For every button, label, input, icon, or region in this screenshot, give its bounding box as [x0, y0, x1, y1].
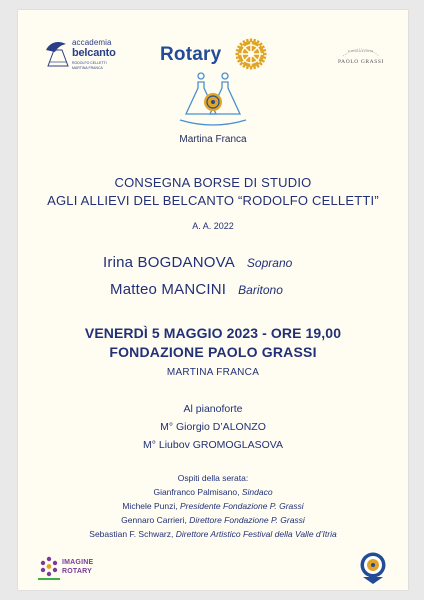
performer-voice: Soprano	[246, 256, 293, 270]
guest-name: Michele Punzi,	[122, 501, 178, 511]
event-city: MARTINA FRANCA	[166, 367, 260, 378]
poster	[18, 10, 408, 590]
pianist-name: M° Liubov GROMOGLASOVA	[143, 439, 283, 451]
bird-with-flask-icon	[42, 36, 72, 72]
fondazione-paolo-grassi-logo	[336, 46, 386, 74]
pianist-name: M° Giorgio D’ALONZO	[160, 421, 266, 433]
accademia-line2: belcanto	[72, 47, 116, 59]
imagine-dots-icon	[38, 555, 60, 581]
event-datetime: VENERDÌ 5 MAGGIO 2023 - ORE 19,00	[84, 325, 342, 341]
piano-label: Al pianoforte	[183, 403, 243, 415]
accademia-line1: accademia	[72, 38, 112, 47]
academic-year: A. A. 2022	[192, 221, 234, 231]
twin-flask-rotary-icon	[178, 70, 248, 132]
accademia-line4: MARTINA FRANCA	[72, 66, 103, 70]
performer-name: Matteo MANCINI	[110, 281, 227, 298]
guests-label: Ospiti della serata:	[177, 473, 249, 483]
fondazione-name: PAOLO GRASSI	[338, 59, 384, 65]
club-name: Martina Franca	[179, 134, 247, 145]
imagine-line1: IMAGINE	[62, 559, 94, 566]
fondazione-label: FONDAZIONE	[348, 49, 374, 53]
guest-role: Sindaco	[241, 487, 273, 497]
guest-name: Sebastian F. Schwarz,	[89, 529, 174, 539]
guest-name: Gennaro Carrieri,	[121, 515, 187, 525]
guest-name: Gianfranco Palmisano,	[153, 487, 240, 497]
guest-row	[18, 487, 408, 497]
guest-role: Presidente Fondazione P. Grassi	[180, 501, 304, 511]
rotary-district-badge-icon	[358, 551, 388, 585]
performer-row	[103, 254, 292, 271]
imagine-rotary-logo	[38, 555, 118, 585]
accademia-belcanto-logo	[42, 36, 132, 72]
event-title-line2: AGLI ALLIEVI DEL BELCANTO “RODOLFO CELLETTI”	[47, 193, 379, 208]
imagine-line2: ROTARY	[62, 568, 92, 575]
rotary-wordmark: Rotary	[160, 44, 222, 65]
event-title-line1: CONSEGNA BORSE DI STUDIO	[114, 175, 312, 190]
performer-row	[110, 281, 283, 298]
guest-role: Direttore Fondazione P. Grassi	[189, 515, 305, 525]
performer-voice: Baritono	[238, 283, 283, 297]
event-venue: FONDAZIONE PAOLO GRASSI	[109, 344, 317, 360]
performer-name: Irina BOGDANOVA	[103, 254, 235, 271]
guest-row	[18, 515, 408, 525]
guest-row	[18, 529, 408, 539]
accademia-line3: RODOLFO CELLETTI	[72, 61, 107, 65]
guest-role: Direttore Artistico Festival della Valle d’Itria	[175, 529, 337, 539]
rotary-logo	[160, 36, 272, 72]
rotary-wheel-icon	[233, 36, 269, 72]
guest-row	[18, 501, 408, 511]
